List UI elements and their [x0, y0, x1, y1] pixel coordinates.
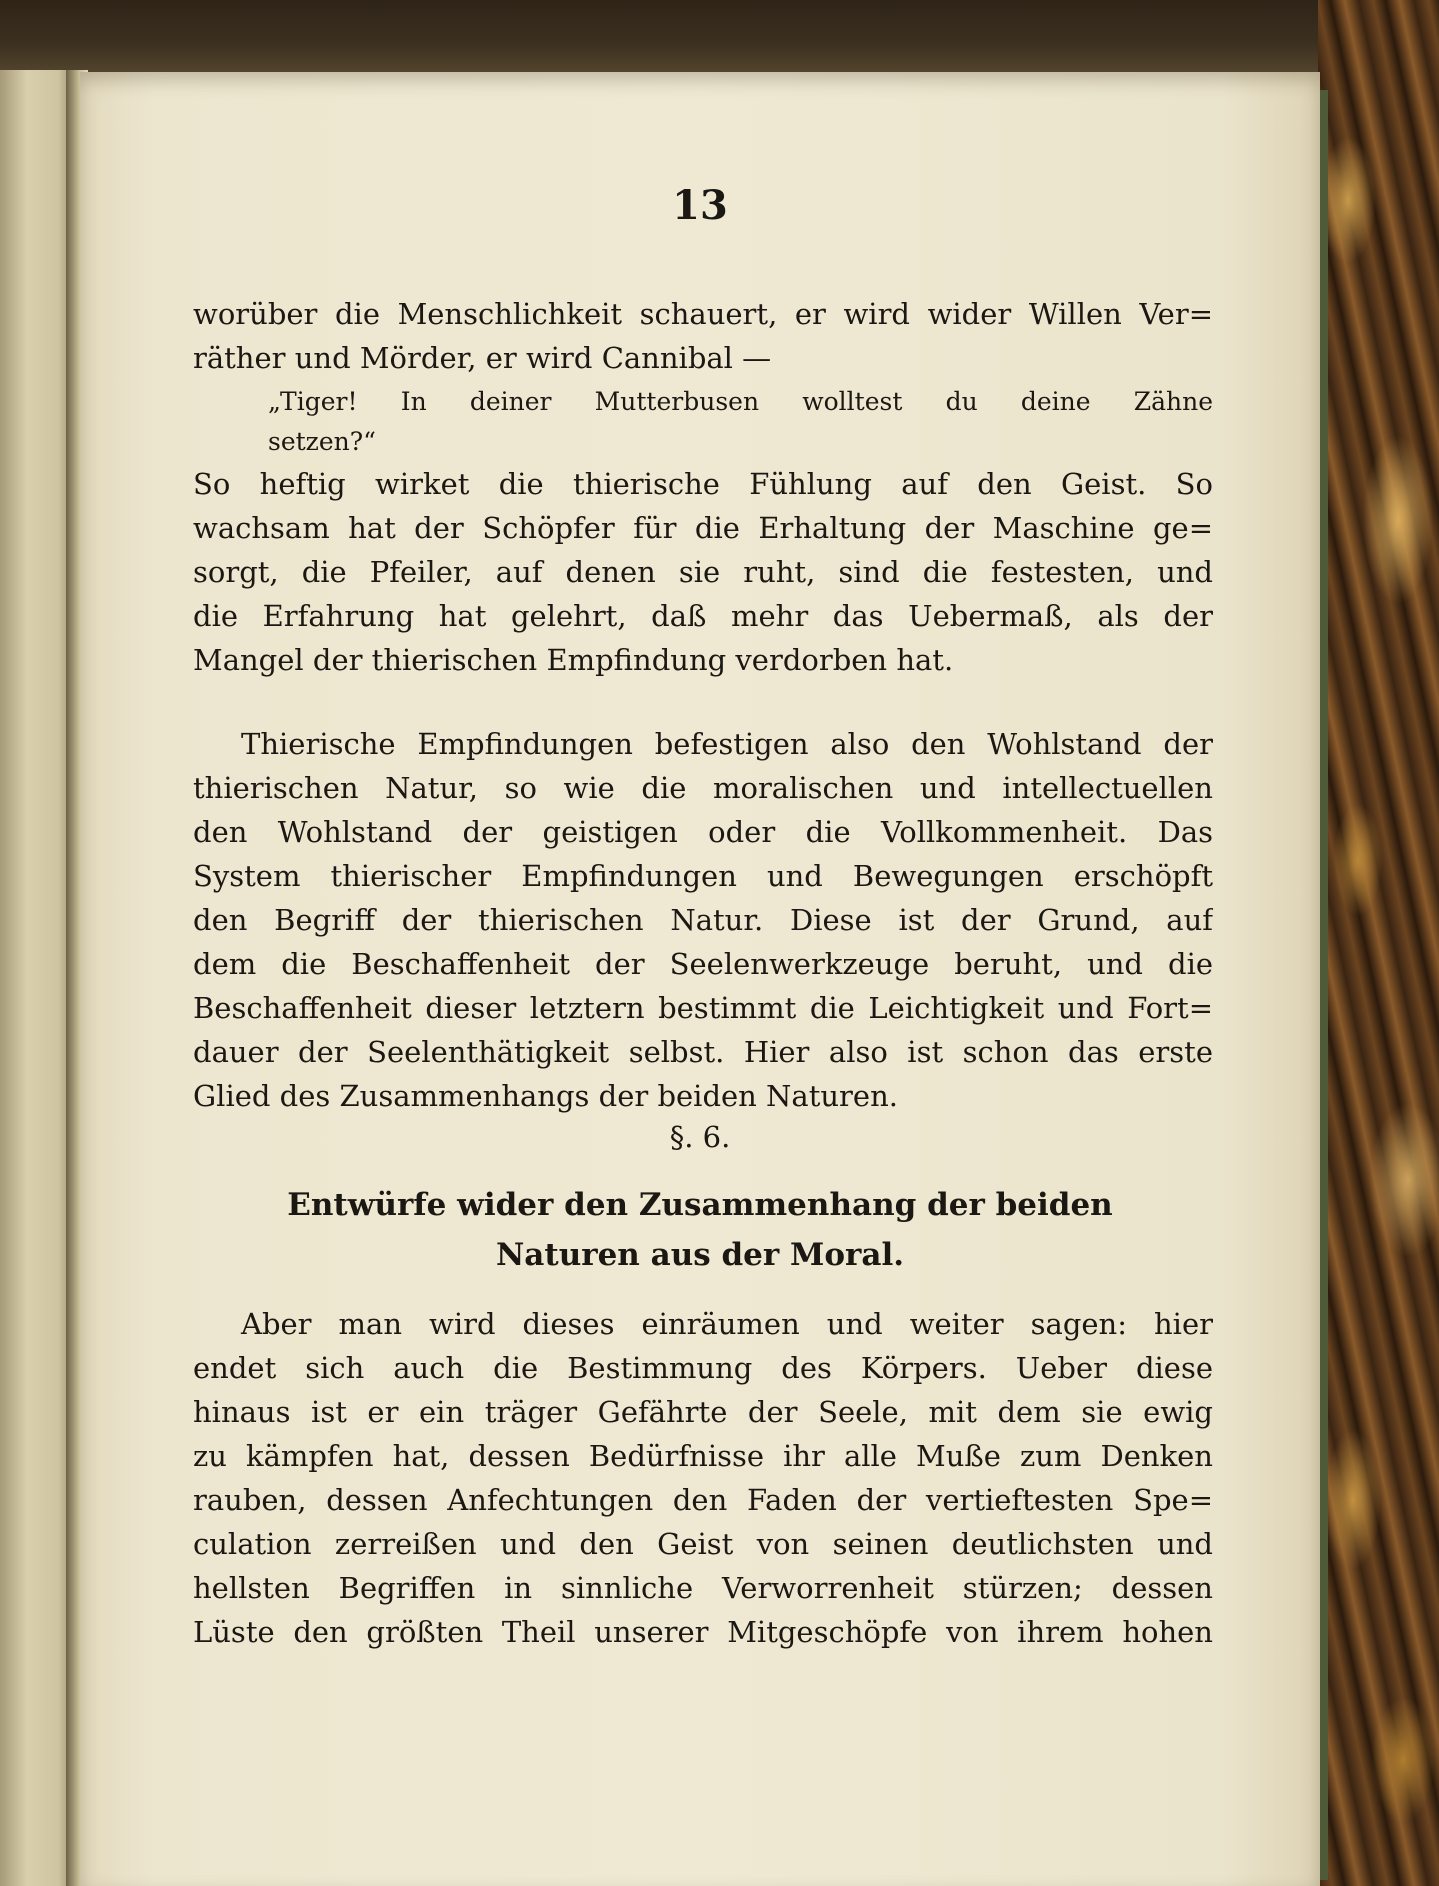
book-page: [80, 72, 1320, 1886]
book-binding-top: [0, 0, 1330, 80]
text-line: hinaus ist er ein träger Gefährte der Seele, mit dem sie ewig: [193, 1395, 1213, 1429]
heading-line: Naturen aus der Moral.: [495, 1237, 905, 1273]
text-line: dem die Beschaffenheit der Seelenwerkzeuge beruht, und die: [193, 947, 1213, 981]
section-heading: [80, 1180, 1320, 1280]
quote-line: setzen?“: [268, 427, 376, 456]
text-line: wachsam hat der Schöpfer für die Erhaltung der Maschine ge=: [193, 511, 1213, 545]
text-line: dauer der Seelenthätigkeit selbst. Hier also ist schon das erste: [193, 1035, 1213, 1069]
text-line: Beschaffenheit dieser letztern bestimmt die Leichtigkeit und Fort=: [193, 991, 1213, 1025]
text-line: zu kämpfen hat, dessen Bedürfnisse ihr alle Muße zum Denken: [193, 1439, 1213, 1473]
text-line: System thierischer Empfindungen und Bewegungen erschöpft: [193, 859, 1213, 893]
text-line: Lüste den größten Theil unserer Mitgeschöpfe von ihrem hohen: [193, 1615, 1213, 1649]
section-number: §. 6.: [669, 1120, 731, 1154]
text-line: den Begriff der thierischen Natur. Diese ist der Grund, auf: [193, 903, 1213, 937]
text-line: So heftig wirket die thierische Fühlung auf den Geist. So: [193, 467, 1213, 501]
opening-text: [193, 292, 1213, 380]
text-line: sorgt, die Pfeiler, auf denen sie ruht, sind die festesten, und: [193, 555, 1213, 589]
text-line: worüber die Menschlichkeit schauert, er wird wider Willen Ver=: [193, 297, 1213, 331]
text-line: endet sich auch die Bestimmung des Körpers. Ueber diese: [193, 1351, 1213, 1385]
text-line: die Erfahrung hat gelehrt, daß mehr das Uebermaß, als der: [193, 599, 1213, 633]
marbled-cover-board: [1318, 0, 1439, 1886]
text-line: Mangel der thierischen Empfindung verdorben hat.: [193, 643, 954, 677]
text-line: culation zerreißen und den Geist von seinen deutlichsten und: [193, 1527, 1213, 1561]
text-line: den Wohlstand der geistigen oder die Vollkommenheit. Das: [193, 815, 1213, 849]
text-line: rauben, dessen Anfechtungen den Faden der vertieftesten Spe=: [193, 1483, 1213, 1517]
text-line: räther und Mörder, er wird Cannibal —: [193, 341, 772, 375]
quotation: [193, 382, 1213, 462]
quote-line: „Tiger! In deiner Mutterbusen wolltest du deine Zähne: [268, 387, 1213, 416]
text-line: hellsten Begriffen in sinnliche Verworrenheit stürzen; dessen: [193, 1571, 1213, 1605]
text-line: thierischen Natur, so wie die moralischen und intellectuellen: [193, 771, 1213, 805]
paragraph-3: [193, 1302, 1213, 1654]
page-number: 13: [672, 182, 728, 229]
text-line: Thierische Empfindungen befestigen also den Wohlstand der: [241, 727, 1213, 761]
paragraph-1: [193, 462, 1213, 682]
text-line: Glied des Zusammenhangs der beiden Naturen.: [193, 1079, 898, 1113]
paragraph-2: [193, 722, 1213, 1118]
heading-line: Entwürfe wider den Zusammenhang der beiden: [287, 1187, 1113, 1223]
text-line: Aber man wird dieses einräumen und weiter sagen: hier: [241, 1307, 1213, 1341]
